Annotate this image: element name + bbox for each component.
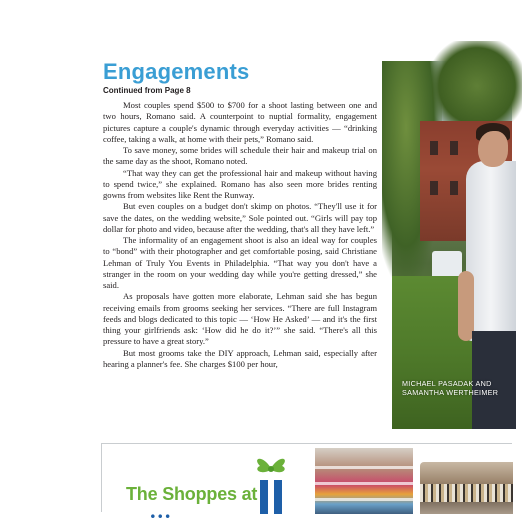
store-shelves-photo [315,448,413,514]
ad-logo-cursive: … [150,498,172,523]
white-tent [432,251,462,277]
store-interior-photo [420,462,513,514]
paragraph: But even couples on a budget don't skimp on photos. “They'll use it for save the dates, on the wedding website,” Sole pointed out. “Girls will pay top dollar for photo and video, because after the wedding, that's all they have left.” [103,201,377,234]
window-shape [430,181,438,195]
couple-photo [392,61,512,429]
paragraph: But most grooms take the DIY approach, Lehman said, especially after hearing a planner's fee. She charges $100 per hour, [103,347,377,369]
paragraph: To save money, some brides will schedule their hair and makeup trial on the same day as the shoot, Romano noted. [103,145,377,167]
window-shape [450,181,458,195]
shelf-line [315,482,413,485]
window-shape [450,141,458,155]
continued-from-line: Continued from Page 8 [103,86,191,95]
shelf-line [315,498,413,501]
article-heading: Engagements [103,59,250,84]
gift-bow-logo-icon [248,450,294,514]
paragraph: “That way they can get the professional hair and makeup without having to spend twice,” she explained. Romano has also seen more brides renting gowns from websites like Rent the Runway. [103,167,377,200]
paragraph: As proposals have gotten more elaborate, Lehman said she has begun receiving emails from grooms seeking her services. “There are full Instagram feeds and blogs dedicated to this topic — ‘How He Asked’ — and it's the first thing your girlfriends ask: ‘How did he do it?’” she said. “There's all this pressure to have a great story.” [103,291,377,347]
photo-caption: MICHAEL PASADAK AND SAMANTHA WERTHEIMER [402,379,499,397]
person-face [478,131,508,167]
shelf-line [315,466,413,469]
paragraph: Most couples spend $500 to $700 for a shoot lasting between one and two hours, Romano said. A counterpoint to nuptial formality, engagement pictures capture a couple's dynamic through everyday activities — “drinking coffee, taking a walk, at home with their pets,” Romano said. [103,100,377,144]
tree-shape [432,41,522,131]
article-body [103,100,377,370]
ad-logo-text: The Shoppes at [126,484,258,504]
bottle-display [420,484,513,502]
shoppes-advertisement [101,443,512,523]
window-shape [430,141,438,155]
paragraph: The informality of an engagement shoot is also an ideal way for couples to “bond” with their photographer and get comfortable posing, said Christiane Lehman of Truly You Events in Philadelphia. “That way you don't have a stranger in the room on your wedding day while you're getting dressed,” she said. [103,235,377,290]
